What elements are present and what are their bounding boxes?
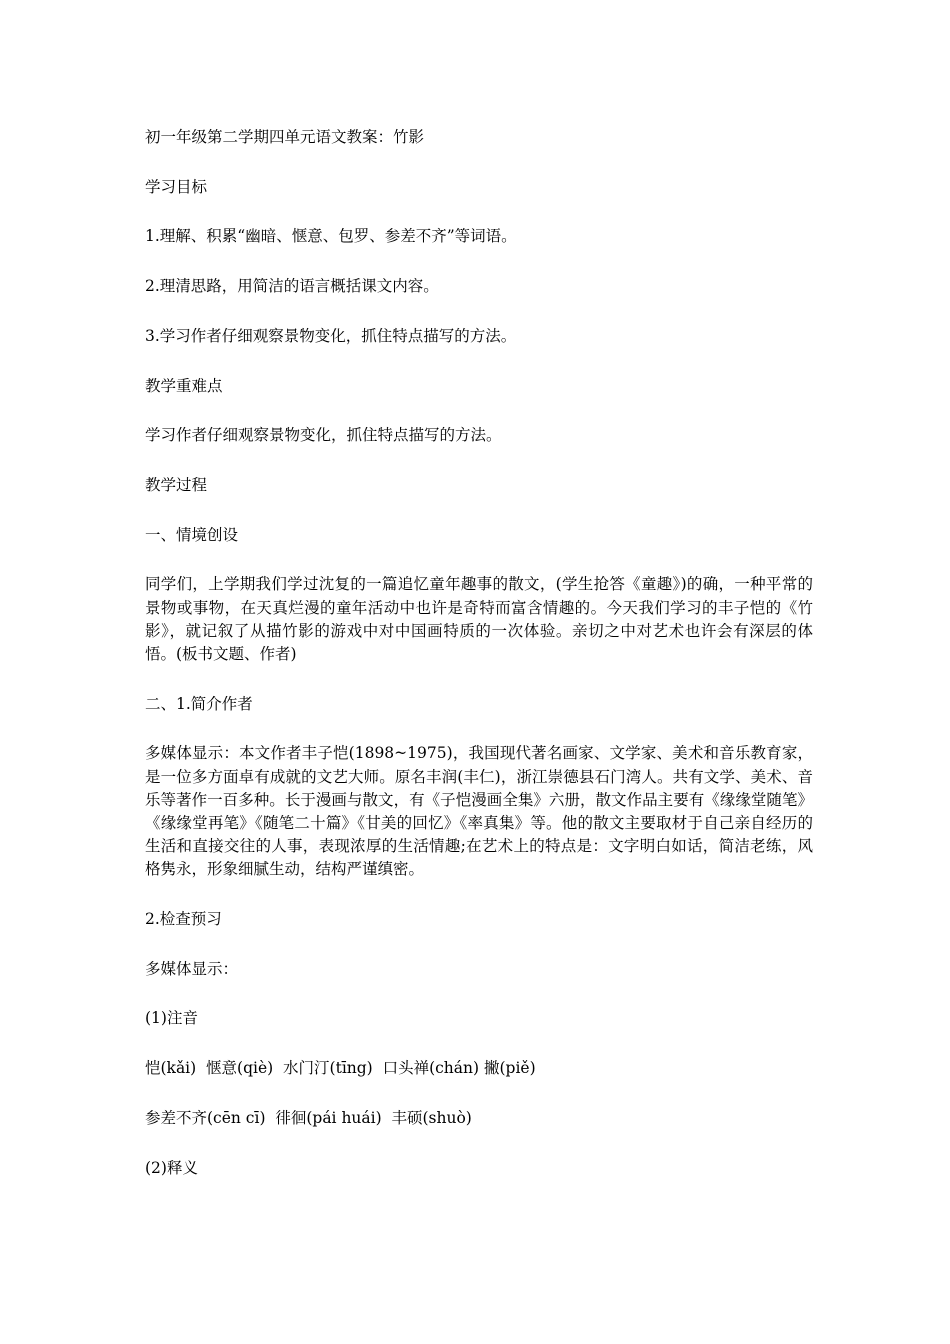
heading-learning-goals: 学习目标 bbox=[145, 177, 208, 196]
multimedia-display-label: 多媒体显示： bbox=[145, 959, 239, 978]
intro-paragraph: 同学们，上学期我们学过沈复的一篇追忆童年趣事的散文，(学生抢答《童趣》)的确，一种平常的景物或事物，在天真烂漫的童年活动中也许是奇特而富含情趣的。今天我们学习的丰子恺的《竹影》，就记叙了从描竹影的游戏中对中国画特质的一次体验。亲切之中对艺术也许会有深层的体悟。(板书文题、作者) bbox=[145, 575, 813, 663]
goal-item-2: 2.理清思路，用简洁的语言概括课文内容。 bbox=[145, 277, 439, 296]
subheading-definitions: (2)释义 bbox=[145, 1158, 198, 1177]
document-page bbox=[145, 126, 813, 1206]
heading-key-points: 教学重难点 bbox=[145, 376, 223, 395]
document-title: 初一年级第二学期四单元语文教案：竹影 bbox=[145, 128, 425, 146]
section-heading-1: 一、情境创设 bbox=[145, 525, 239, 544]
author-bio-paragraph: 多媒体显示：本文作者丰子恺(1898~1975)，我国现代著名画家、文学家、美术和音乐教育家，是一位多方面卓有成就的文艺大师。原名丰润(丰仁)，浙江崇德县石门湾人。共有文学、美术、音乐等著作一百多种。长于漫画与散文，有《子恺漫画全集》六册，散文作品主要有《缘缘堂随笔》《缘缘堂再笔》《随笔二十篇》《甘美的回忆》《率真集》等。他的散文主要取材于自己亲自经历的生活和直接交往的人事，表现浓厚的生活情趣;在艺术上的特点是：文字明白如话，简洁老练，风格隽永，形象细腻生动，结构严谨缜密。 bbox=[145, 744, 813, 879]
subheading-preview-check: 2.检查预习 bbox=[145, 910, 222, 929]
heading-teaching-process: 教学过程 bbox=[145, 475, 208, 494]
pronunciation-line-2: 参差不齐(cēn cī) 徘徊(pái huái) 丰硕(shuò) bbox=[145, 1108, 472, 1127]
key-points-text: 学习作者仔细观察景物变化，抓住特点描写的方法。 bbox=[145, 426, 502, 445]
goal-item-3: 3.学习作者仔细观察景物变化，抓住特点描写的方法。 bbox=[145, 326, 517, 345]
goal-item-1: 1.理解、积累“幽暗、惬意、包罗、参差不齐”等词语。 bbox=[145, 227, 517, 246]
pronunciation-line-1: 恺(kǎi) 惬意(qiè) 水门汀(tīng) 口头禅(chán) 撇(piě) bbox=[145, 1059, 536, 1078]
subheading-pronunciation: (1)注音 bbox=[145, 1009, 198, 1028]
section-heading-2: 二、1.简介作者 bbox=[145, 694, 253, 713]
